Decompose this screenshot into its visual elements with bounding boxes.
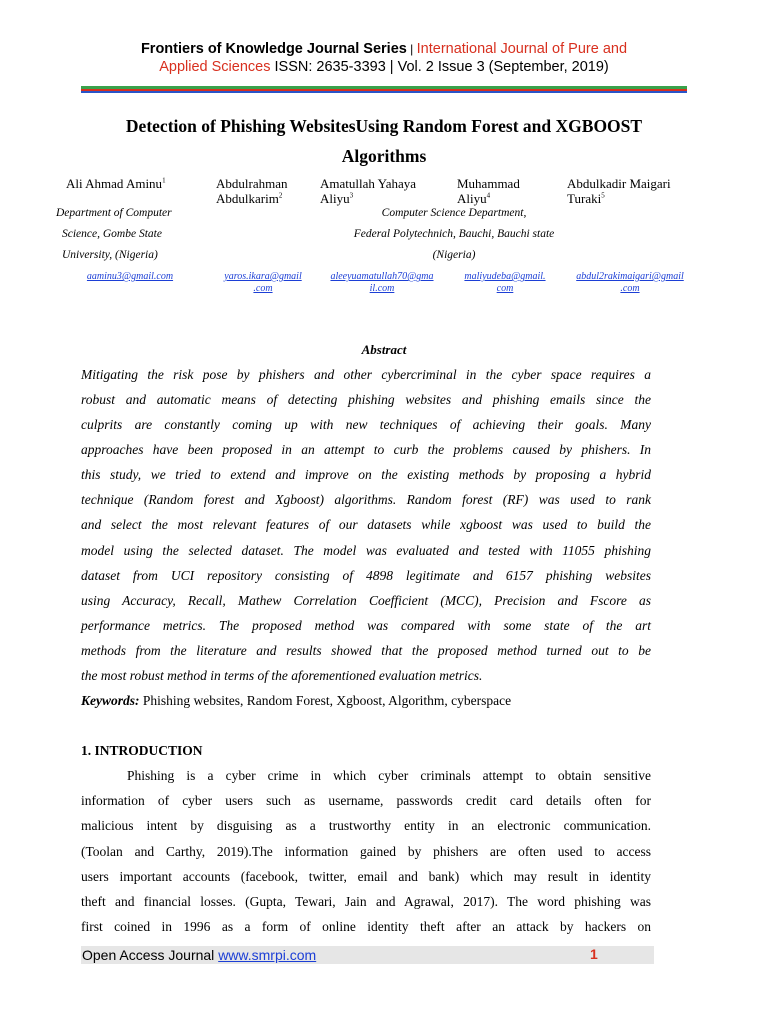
abstract-line: culprits are constantly coming up with new techniques of achieving their goals. Many — [81, 417, 651, 432]
affiliation-right-line-2: Federal Polytechnich, Bauchi, Bauchi state — [353, 228, 555, 240]
author-5 — [567, 176, 671, 206]
email-author-5-line-2[interactable]: .com — [620, 283, 640, 294]
abstract-line: model using the selected dataset. The model was evaluated and tested with 11055 phishing — [81, 543, 651, 558]
email-author-5[interactable] — [563, 271, 697, 295]
email-author-2-line-2[interactable]: .com — [253, 283, 273, 294]
intro-line: theft and financial losses. (Gupta, Tewari, Jain and Agrawal, 2017). The word phishing was — [81, 894, 651, 909]
email-author-4[interactable] — [452, 271, 558, 295]
journal-name-part-2: Applied Sciences — [159, 59, 271, 75]
journal-issn: ISSN: 2635-3393 | Vol. 2 Issue 3 (September, 2019) — [270, 59, 609, 75]
author-1-sup: 1 — [162, 176, 166, 185]
author-1-name: Ali Ahmad Aminu — [66, 176, 163, 191]
keywords-text: Phishing websites, Random Forest, Xgboost, Algorithm, cyberspace — [139, 693, 512, 708]
author-3 — [320, 176, 416, 206]
journal-header-line-2 — [40, 59, 728, 75]
author-4 — [457, 176, 520, 206]
abstract-line: methods from the literature and results showed that the proposed method turned out to be — [81, 643, 651, 658]
intro-line: (Toolan and Carthy, 2019).The information gained by phishers are often used to access — [81, 844, 651, 859]
author-1 — [66, 176, 166, 191]
keywords-label: Keywords: — [81, 693, 140, 708]
author-3-sup: 3 — [349, 191, 354, 200]
author-2-surname: Abdulkarim — [216, 191, 279, 206]
affiliation-right-line-3: (Nigeria) — [432, 249, 476, 261]
author-5-name-line-2 — [567, 191, 671, 206]
journal-header-line-1 — [40, 41, 728, 57]
author-2-name-line-2 — [216, 191, 287, 206]
author-3-name-line-1: Amatullah Yahaya — [320, 176, 417, 191]
email-author-2[interactable] — [211, 271, 315, 295]
paper-title-line-1: Detection of Phishing WebsitesUsing Random Forest and XGBOOST — [125, 116, 643, 136]
footer-text — [82, 947, 316, 963]
abstract-line: dataset from UCI repository consisting of 4898 legitimate and 6157 phishing websites — [81, 568, 651, 583]
intro-line: Phishing is a cyber crime in which cyber criminals attempt to obtain sensitive — [127, 768, 651, 783]
abstract-line: technique (Random forest and Xgboost) algorithms. Random forest (RF) was used to rank — [81, 492, 651, 507]
abstract-heading: Abstract — [361, 342, 407, 357]
page-number: 1 — [590, 946, 598, 962]
footer-website-link[interactable]: www.smrpi.com — [218, 947, 317, 963]
affiliation-right-line-1: Computer Science Department, — [381, 207, 527, 219]
section-heading-introduction: 1. INTRODUCTION — [81, 743, 203, 758]
abstract-line: using Accuracy, Recall, Mathew Correlation Coefficient (MCC), Precision and Fscore as — [81, 593, 651, 608]
email-author-3-line-1[interactable]: aleeyuamatullah70@gma — [330, 271, 434, 282]
abstract-line: Mitigating the risk pose by phishers and other cybercriminal in the cyber space requires a — [81, 367, 651, 382]
author-4-sup: 4 — [486, 191, 491, 200]
intro-line: users important accounts (facebook, twitter, email and bank) which may result in identity — [81, 869, 651, 884]
author-2 — [216, 176, 287, 206]
journal-name-part-1: International Journal of Pure and — [416, 41, 628, 57]
author-4-name-line-1: Muhammad — [457, 176, 520, 191]
author-5-surname: Turaki — [567, 191, 602, 206]
author-3-surname: Aliyu — [320, 191, 350, 206]
email-author-5-line-1[interactable]: abdul2rakimaigari@gmail — [576, 271, 684, 282]
author-4-name-line-2 — [457, 191, 520, 206]
intro-line: first coined in 1996 as a form of online identity theft after an attack by hackers on — [81, 919, 651, 934]
header-rule-blue — [81, 91, 687, 93]
paper-title-line-2: Algorithms — [341, 146, 427, 166]
author-2-sup: 2 — [278, 191, 283, 200]
author-3-name-line-2 — [320, 191, 416, 206]
abstract-line: the most robust method in terms of the aforementioned evaluation metrics. — [81, 668, 483, 683]
abstract-line: robust and automatic means of detecting phishing websites and phishing emails since the — [81, 392, 651, 407]
author-2-name-line-1: Abdulrahman — [216, 176, 288, 191]
author-5-name-line-1: Abdulkadir Maigari — [567, 176, 671, 191]
footer-label: Open Access Journal — [82, 947, 219, 963]
affiliation-left-line-1: Department of Computer — [56, 207, 172, 219]
email-author-1-line-1[interactable]: aaminu3@gmail.com — [86, 271, 174, 282]
email-author-2-line-1[interactable]: yaros.ikara@gmail — [224, 271, 302, 282]
intro-line: malicious intent by disguising as a trustworthy entity in an electronic communication. — [81, 818, 651, 833]
email-author-4-line-1[interactable]: maliyudeba@gmail. — [464, 271, 546, 282]
author-4-surname: Aliyu — [457, 191, 487, 206]
email-author-3-line-2[interactable]: il.com — [369, 283, 395, 294]
email-author-3[interactable] — [316, 271, 448, 295]
email-author-1[interactable] — [56, 271, 204, 283]
header-separator: | — [406, 42, 417, 56]
intro-line: information of cyber users such as username, passwords credit card details often for — [81, 793, 651, 808]
abstract-line: performance metrics. The proposed method was compared with some state of the art — [81, 618, 651, 633]
affiliation-left-line-3: University, (Nigeria) — [62, 249, 158, 261]
email-author-4-line-2[interactable]: com — [496, 283, 514, 294]
affiliation-left-line-2: Science, Gombe State — [62, 228, 162, 240]
author-5-sup: 5 — [601, 191, 605, 200]
abstract-line: this study, we tried to extend and improve on the existing methods by proposing a hybrid — [81, 467, 651, 482]
abstract-line: approaches have been proposed in an attempt to curb the problems caused by phishers. In — [81, 442, 651, 457]
journal-series: Frontiers of Knowledge Journal Series — [140, 41, 407, 57]
abstract-line: and select the most relevant features of our datasets while xgboost was used to build the — [81, 517, 651, 532]
keywords-line — [81, 693, 651, 709]
